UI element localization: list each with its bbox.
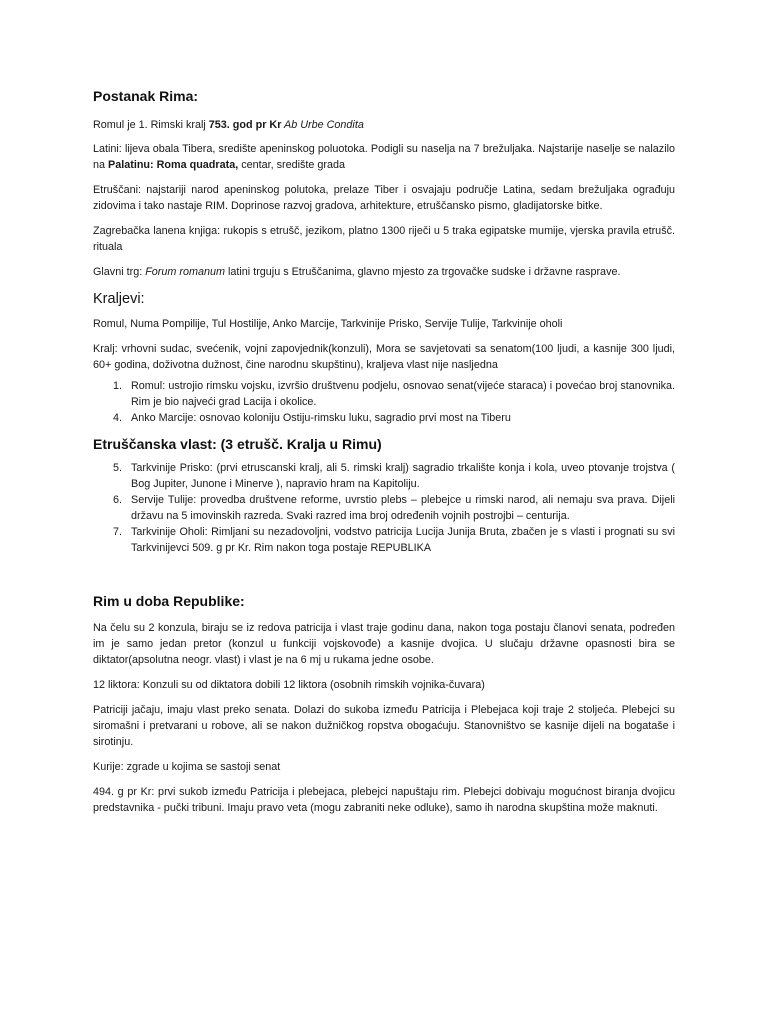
- paragraph-patriciji: Patriciji jačaju, imaju vlast preko senata. Dolazi do sukoba između Patricija i Plebejaca koji traje 2 stoljeća. Plebejci su siromašni i pretvarani u robove, ali se nakon dužničkog ropstva obogaćuju. Stanovništvo se kasnije dijeli na bogataše i sirotinju.: [93, 704, 675, 748]
- list-number: 7.: [113, 526, 123, 538]
- section-heading-republika: Rim u doba Republike:: [93, 593, 245, 609]
- text-romul: Romul je 1. Rimski kralj: [93, 119, 209, 131]
- paragraph-kurije: Kurije: zgrade u kojima se sastoji senat: [93, 761, 281, 773]
- list-number: 4.: [113, 412, 123, 424]
- paragraph-liktori: 12 liktora: Konzuli su od diktatora dobili 12 liktora (osobnih rimskih vojnika-čuvara): [93, 679, 485, 691]
- text-year-bold: 753. god pr Kr: [208, 119, 282, 131]
- section-heading-postanak: Postanak Rima:: [93, 88, 199, 104]
- list-item: [93, 524, 675, 556]
- list-number: 5.: [113, 462, 123, 474]
- list-item: [93, 410, 675, 426]
- paragraph-latini: [93, 141, 675, 173]
- text-latini: Latini: lijeva obala Tibera, središte apeninskog poluotoka. Podigli su naselja na 7 brežuljaka. Najstarije naselje se nalazilo na: [93, 143, 675, 171]
- text-centar: centar, središte grada: [238, 159, 346, 171]
- paragraph-494: 494. g pr Kr: prvi sukob između Patricija i plebejaca, plebejci napuštaju rim. Plebejci dobivaju mogućnost biranja dvojicu predstavnika - pučki tribuni. Imaju pravo veta (mogu zabraniti neke odluke), samo ih narodna skupština može maknuti.: [93, 786, 675, 814]
- paragraph-kraljevi-list: Romul, Numa Pompilije, Tul Hostilije, Anko Marcije, Tarkvinije Prisko, Servije Tulije, Tarkvinije oholi: [93, 318, 563, 330]
- list-item-text: Tarkvinije Prisko: (prvi etruscanski kralj, ali 5. rimski kralj) sagradio trkalište konja i kola, uveo ptovanje trojstva ( Bog Jupiter, Junone i Minerve ), napravio hram na Kapitoliju.: [131, 462, 675, 490]
- kraljevi-numbered-list: [93, 378, 675, 426]
- section-heading-etruscanska: Etruščanska vlast: (3 etrušč. Kralja u Rimu): [93, 436, 382, 452]
- paragraph-etruscani: Etruščani: najstariji narod apeninskog polutoka, prelaze Tiber i osvajaju područje Latina, sedam brežuljaka ograđuju zidovima i tako nastaje RIM. Doprinose razvoj gradova, arhitekture, etruščansko pismo, gladijatorske bitke.: [93, 184, 675, 212]
- text-ab-urbe-condita: Ab Urbe Condita: [281, 119, 364, 131]
- list-item: [93, 492, 675, 524]
- text-glavni-trg: Glavni trg:: [93, 266, 146, 278]
- paragraph-glavni-trg: [93, 264, 675, 280]
- list-item-text: Anko Marcije: osnovao koloniju Ostiju-rimsku luku, sagradio prvi most na Tiberu: [131, 412, 511, 424]
- paragraph-zagrebacka: Zagrebačka lanena knjiga: rukopis s etrušč, jezikom, platno 1300 riječi u 5 traka egipatske mumije, vjerska pravila etrušč. rituala: [93, 225, 675, 253]
- list-number: 6.: [113, 494, 123, 506]
- list-item-text: Tarkvinije Oholi: Rimljani su nezadovoljni, vodstvo patricija Lucija Junija Bruta, zbačen je s vlasti i prognati su svi Tarkvinijevci 509. g pr Kr. Rim nakon toga postaje REPUBLIKA: [131, 526, 675, 554]
- text-forum-desc: latini trguju s Etruščanima, glavno mjesto za trgovačke sudske i državne rasprave.: [225, 266, 621, 278]
- paragraph-romul: [93, 117, 675, 133]
- list-item: [93, 460, 675, 492]
- list-item-text: Servije Tulije: provedba društvene reforme, uvrstio plebs – plebejce u rimski narod, ali nemaju sva prava. Dijeli državu na 5 imovinskih razreda. Svaki razred ima broj određenih vojnih postrojbi – centurija.: [131, 494, 675, 522]
- list-number: 1.: [113, 380, 123, 392]
- text-palatin-bold: Palatinu: Roma quadrata,: [108, 159, 239, 171]
- paragraph-kralj: Kralj: vrhovni sudac, svećenik, vojni zapovjednik(konzuli), Mora se savjetovati sa senatom(100 ljudi, a kasnije 300 ljudi, 60+ godina, doživotna dužnost, čine narodnu skupštinu), kraljeva vlast nije nasljedna: [93, 343, 675, 371]
- paragraph-konzuli: Na čelu su 2 konzula, biraju se iz redova patricija i vlast traje godinu dana, nakon toga postaju članovi senata, podređen im je samo jedan pretor (konzul u funkciji vojskovođe) a kasnije dvojica. U slučaju državne opasnosti bira se diktator(apsolutna neogr. vlast) i vlast je na 6 mj u rukama jedne osobe.: [93, 622, 675, 666]
- text-forum-romanum: Forum romanum: [145, 266, 225, 278]
- list-item-text: Romul: ustrojio rimsku vojsku, izvršio društvenu podjelu, osnovao senat(vijeće staraca) i povećao broj stanovnika. Rim je bio najveći grad Lacija i okolice.: [131, 380, 675, 408]
- etruscanska-numbered-list: [93, 460, 675, 556]
- list-item: [93, 378, 675, 410]
- section-heading-kraljevi: Kraljevi:: [93, 291, 145, 307]
